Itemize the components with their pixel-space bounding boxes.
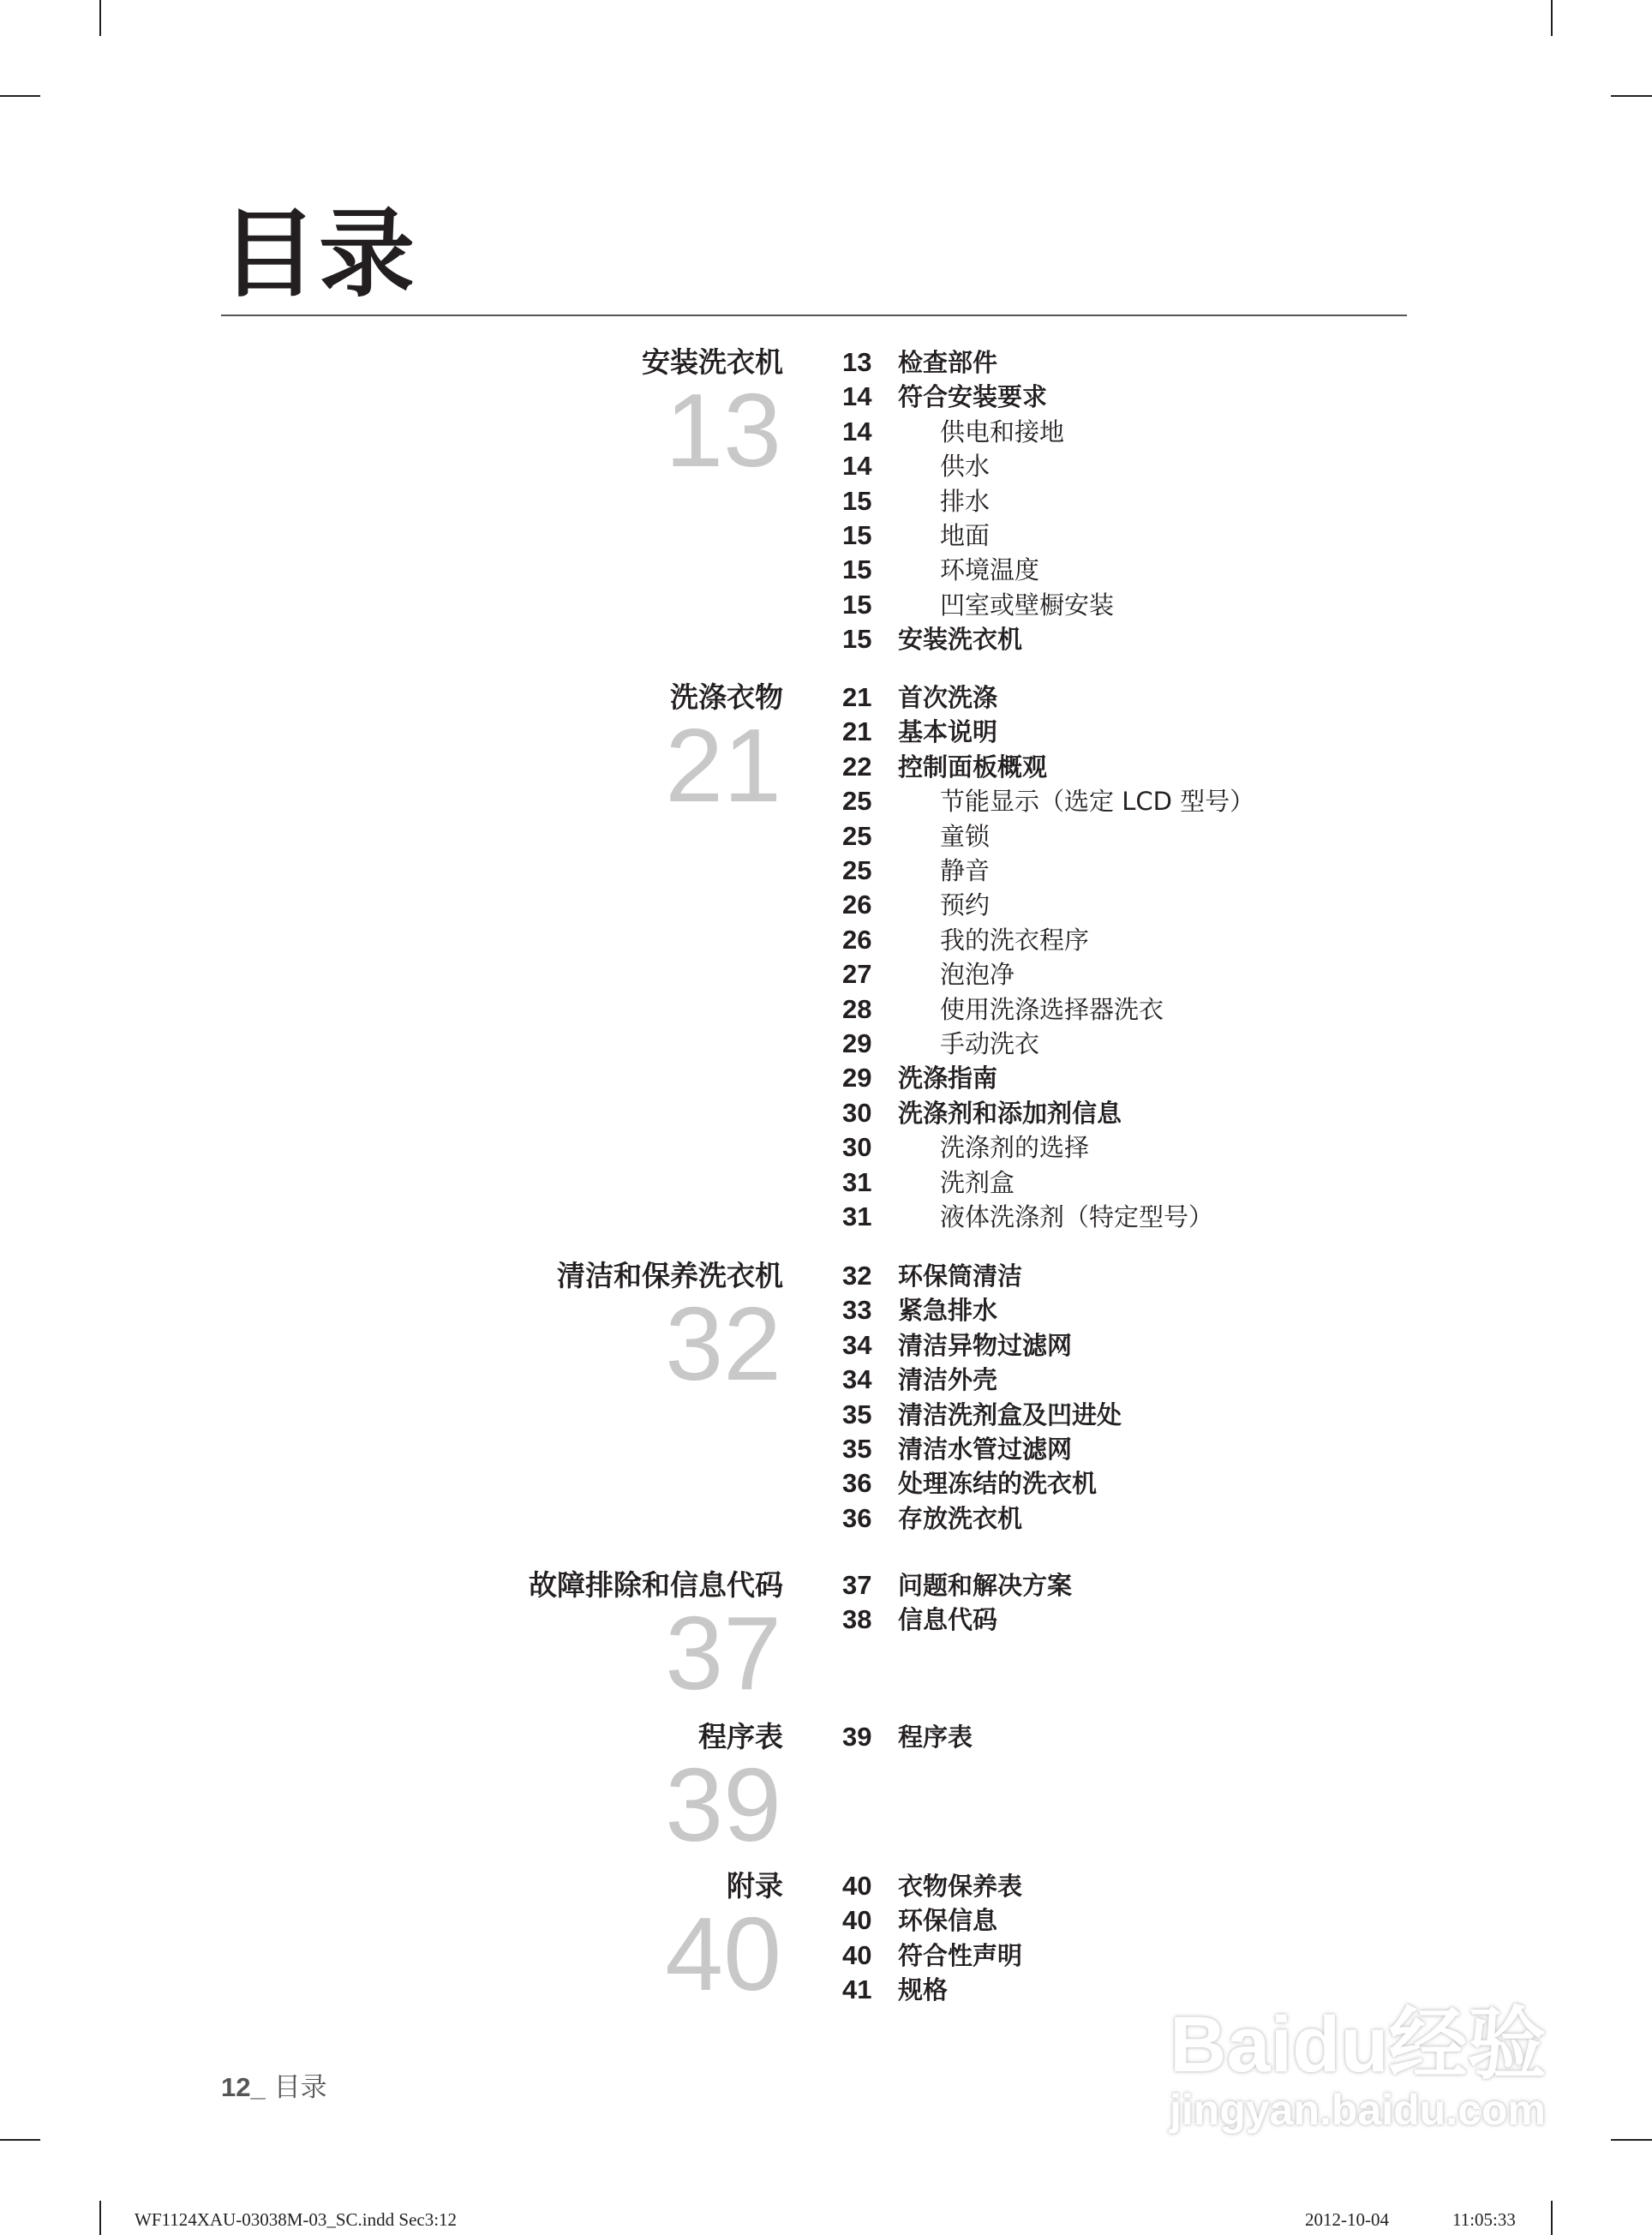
crop-mark — [1611, 95, 1652, 97]
toc-entry[interactable] — [842, 715, 997, 749]
entry-page-number: 31 — [842, 1201, 872, 1231]
toc-entry[interactable] — [842, 1328, 1072, 1363]
toc-entry[interactable] — [842, 1027, 1039, 1061]
toc-entry[interactable] — [842, 1869, 1022, 1903]
crop-mark — [1551, 2201, 1553, 2235]
toc-entry[interactable] — [842, 518, 990, 553]
toc-entry[interactable] — [842, 1973, 948, 2007]
footer-page-number: 12_ — [221, 2072, 266, 2102]
section-page-number: 13 — [665, 372, 781, 488]
entry-page-number: 41 — [842, 1974, 872, 2005]
entry-page-number: 34 — [842, 1329, 872, 1360]
entry-label: 手动洗衣 — [940, 1029, 1040, 1058]
entry-label: 存放洗衣机 — [898, 1503, 1023, 1533]
toc-entry[interactable] — [842, 415, 1064, 449]
crop-mark — [0, 95, 40, 97]
entry-page-number: 30 — [842, 1097, 872, 1128]
toc-entry[interactable] — [842, 784, 1254, 818]
footer-page-marker — [221, 2065, 327, 2104]
entry-page-number: 26 — [842, 890, 872, 920]
entry-label: 处理冻结的洗衣机 — [898, 1469, 1098, 1499]
slug-date: 2012-10-04 — [1305, 2209, 1389, 2230]
entry-label: 基本说明 — [898, 717, 998, 747]
slug-time: 11:05:33 — [1452, 2209, 1516, 2230]
entry-page-number: 35 — [842, 1434, 872, 1464]
toc-entry[interactable] — [842, 1720, 973, 1754]
entry-label: 检查部件 — [898, 348, 998, 377]
entry-label: 洗涤剂的选择 — [940, 1133, 1090, 1163]
entry-page-number: 35 — [842, 1399, 872, 1429]
entry-page-number: 29 — [842, 1063, 872, 1094]
entry-page-number: 28 — [842, 993, 872, 1024]
toc-entry[interactable] — [842, 484, 990, 518]
entry-page-number: 13 — [842, 347, 872, 377]
toc-entry[interactable] — [842, 1096, 1122, 1130]
entry-label: 供水 — [940, 452, 991, 482]
entry-label: 首次洗涤 — [898, 683, 998, 712]
toc-entry[interactable] — [842, 1903, 997, 1938]
entry-label: 地面 — [940, 521, 991, 550]
toc-entry[interactable] — [842, 1938, 1022, 1973]
page-title: 目录 — [221, 199, 416, 310]
toc-entry[interactable] — [842, 553, 1039, 587]
entry-page-number: 15 — [842, 485, 872, 516]
entry-page-number: 40 — [842, 1871, 872, 1901]
entry-label: 环境温度 — [940, 555, 1040, 585]
toc-entry[interactable] — [842, 1293, 997, 1327]
entry-page-number: 15 — [842, 624, 872, 655]
entry-page-number: 33 — [842, 1295, 872, 1326]
toc-entry[interactable] — [842, 622, 1022, 656]
entry-label: 童锁 — [940, 821, 991, 851]
toc-entry[interactable] — [842, 1501, 1022, 1536]
toc-entry[interactable] — [842, 1165, 1015, 1200]
toc-entry[interactable] — [842, 1398, 1122, 1432]
entry-page-number: 14 — [842, 416, 872, 446]
entry-page-number: 15 — [842, 554, 872, 585]
entry-page-number: 15 — [842, 589, 872, 620]
entry-page-number: 40 — [842, 1939, 872, 1970]
crop-mark — [0, 2139, 40, 2141]
toc-entry[interactable] — [842, 923, 1089, 957]
toc-entry[interactable] — [842, 680, 997, 715]
entry-label: 衣物保养表 — [898, 1872, 1023, 1901]
toc-entry[interactable] — [842, 1200, 1213, 1234]
entry-label: 问题和解决方案 — [898, 1571, 1073, 1600]
entry-label: 凹室或壁橱安装 — [940, 590, 1115, 620]
entry-label: 供电和接地 — [940, 416, 1065, 446]
entry-page-number: 37 — [842, 1570, 872, 1600]
entry-page-number: 31 — [842, 1166, 872, 1197]
crop-mark — [99, 2201, 101, 2235]
toc-entry[interactable] — [842, 588, 1114, 622]
title-divider — [221, 315, 1407, 316]
entry-page-number: 21 — [842, 716, 872, 747]
toc-entry[interactable] — [842, 992, 1164, 1027]
section-heading[interactable]: 附录 — [727, 1869, 783, 1902]
toc-entry[interactable] — [842, 1130, 1089, 1165]
entry-label: 环保信息 — [898, 1906, 998, 1936]
toc-entry[interactable] — [842, 819, 990, 854]
entry-page-number: 38 — [842, 1604, 872, 1635]
entry-page-number: 22 — [842, 751, 872, 782]
section-heading[interactable]: 程序表 — [698, 1720, 783, 1753]
section-page-number: 40 — [665, 1896, 781, 2012]
entry-page-number: 25 — [842, 855, 872, 885]
toc-entry[interactable] — [842, 1259, 1022, 1293]
toc-entry[interactable] — [842, 380, 1047, 414]
toc-entry[interactable] — [842, 1363, 997, 1397]
entry-label: 控制面板概观 — [898, 752, 1048, 782]
entry-label: 静音 — [940, 856, 991, 885]
entry-page-number: 25 — [842, 786, 872, 817]
entry-label: 泡泡净 — [940, 960, 1015, 990]
toc-entry[interactable] — [842, 957, 1015, 992]
section-page-number: 21 — [665, 707, 781, 824]
entry-label: 使用洗涤选择器洗衣 — [940, 994, 1164, 1024]
entry-page-number: 39 — [842, 1722, 872, 1752]
baidu-watermark — [1170, 2001, 1547, 2136]
file-slug: WF1124XAU-03038M-03_SC.indd Sec3:12 — [135, 2209, 458, 2230]
entry-label: 洗涤剂和添加剂信息 — [898, 1098, 1122, 1128]
crop-mark — [99, 0, 101, 36]
entry-label: 环保筒清洁 — [898, 1261, 1023, 1291]
toc-entry[interactable] — [842, 1603, 997, 1637]
crop-mark — [1611, 2139, 1652, 2141]
entry-label: 符合性声明 — [898, 1940, 1023, 1970]
entry-label: 规格 — [898, 1975, 949, 2005]
entry-label: 洗剂盒 — [940, 1167, 1015, 1197]
section-page-number: 39 — [665, 1747, 781, 1863]
entry-page-number: 32 — [842, 1261, 872, 1291]
entry-page-number: 36 — [842, 1468, 872, 1499]
entry-page-number: 27 — [842, 959, 872, 990]
entry-page-number: 14 — [842, 451, 872, 482]
entry-label: 清洁外壳 — [898, 1365, 998, 1395]
entry-page-number: 26 — [842, 924, 872, 955]
entry-page-number: 29 — [842, 1028, 872, 1058]
entry-page-number: 40 — [842, 1905, 872, 1936]
entry-label: 节能显示（选定 LCD 型号） — [940, 787, 1255, 817]
entry-page-number: 30 — [842, 1132, 872, 1163]
footer-page-label: 目录 — [273, 2072, 327, 2103]
entry-label: 洗涤指南 — [898, 1064, 998, 1094]
section-page-number: 32 — [665, 1285, 781, 1402]
toc-entry[interactable] — [842, 449, 990, 483]
entry-page-number: 25 — [842, 820, 872, 851]
toc-entry[interactable] — [842, 1466, 1097, 1501]
entry-page-number: 34 — [842, 1364, 872, 1395]
crop-mark — [1551, 0, 1553, 36]
watermark-url: jingyan.baidu.com — [1170, 2086, 1546, 2134]
entry-page-number: 36 — [842, 1502, 872, 1533]
watermark-brand: Baidu经验 — [1170, 2001, 1547, 2088]
toc-entry[interactable] — [842, 1568, 1072, 1603]
entry-label: 紧急排水 — [898, 1296, 998, 1326]
entry-label: 信息代码 — [898, 1605, 998, 1635]
entry-label: 预约 — [940, 890, 991, 920]
entry-label: 安装洗衣机 — [898, 625, 1023, 655]
section-page-number: 37 — [665, 1595, 781, 1711]
entry-page-number: 15 — [842, 520, 872, 550]
section-heading[interactable]: 安装洗衣机 — [642, 345, 783, 379]
entry-label: 清洁异物过滤网 — [898, 1330, 1073, 1360]
toc-entry[interactable] — [842, 345, 997, 380]
entry-label: 程序表 — [898, 1723, 973, 1752]
entry-label: 液体洗涤剂（特定型号） — [940, 1202, 1214, 1231]
entry-label: 排水 — [940, 486, 991, 516]
toc-entry[interactable] — [842, 750, 1047, 784]
entry-label: 清洁水管过滤网 — [898, 1435, 1073, 1464]
entry-page-number: 21 — [842, 682, 872, 712]
entry-label: 符合安装要求 — [898, 382, 1048, 412]
section-heading[interactable]: 故障排除和信息代码 — [529, 1568, 783, 1602]
entry-page-number: 14 — [842, 381, 872, 412]
section-heading[interactable]: 清洁和保养洗衣机 — [557, 1259, 783, 1292]
section-heading[interactable]: 洗涤衣物 — [670, 680, 783, 714]
toc-entry[interactable] — [842, 1061, 997, 1095]
toc-entry[interactable] — [842, 1432, 1072, 1466]
toc-entry[interactable] — [842, 888, 990, 922]
entry-label: 清洁洗剂盒及凹进处 — [898, 1399, 1122, 1429]
toc-entry[interactable] — [842, 854, 990, 888]
entry-label: 我的洗衣程序 — [940, 925, 1090, 955]
